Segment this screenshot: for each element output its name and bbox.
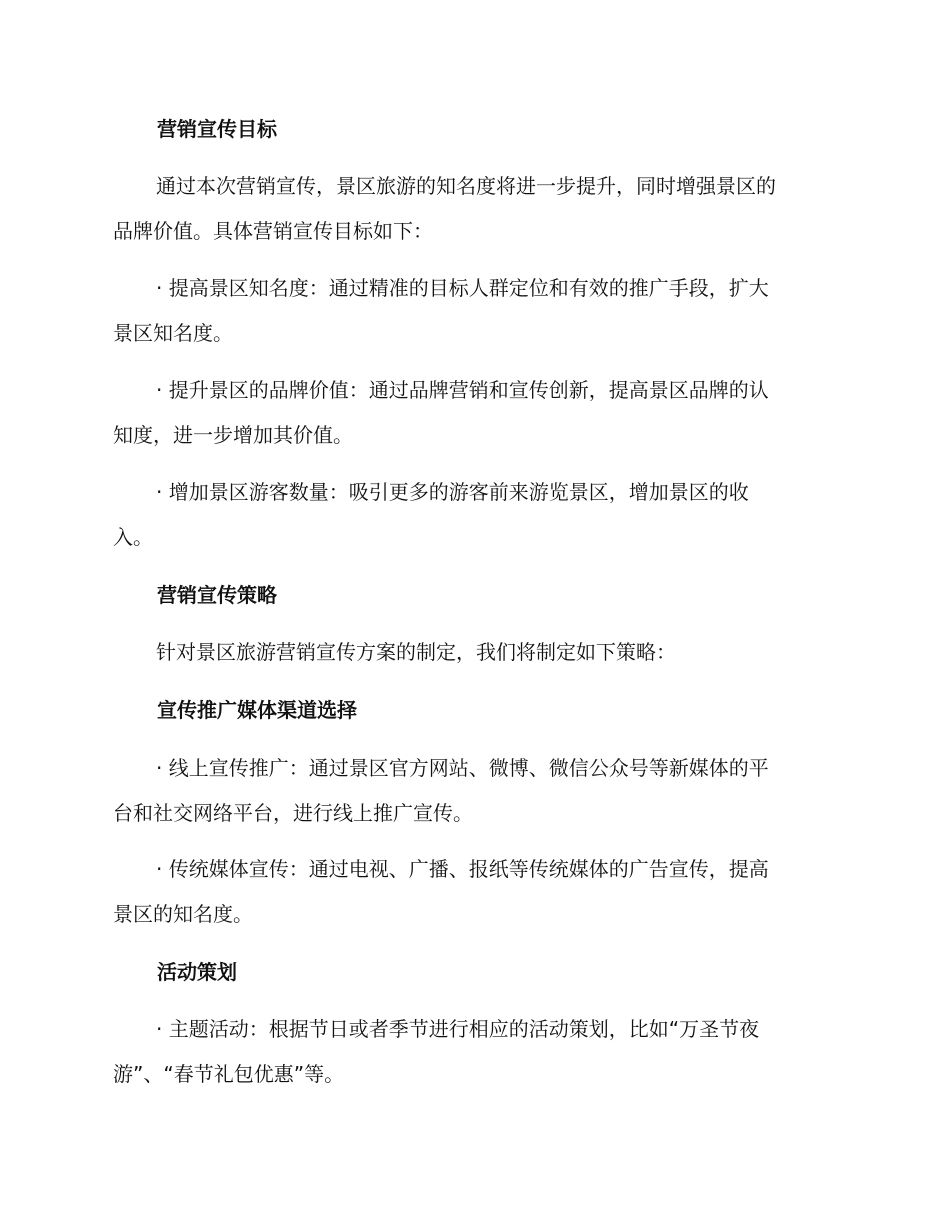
paragraph-goals-intro xyxy=(113,164,833,254)
text-line: 通过本次营销宣传，景区旅游的知名度将进一步提升，同时增强景区的 xyxy=(156,174,776,198)
text-line: · 线上宣传推广：通过景区官方网站、微博、微信公众号等新媒体的平 xyxy=(156,756,769,780)
text-line: 景区知名度。 xyxy=(113,321,233,345)
text-line: · 提升景区的品牌价值：通过品牌营销和宣传创新，提高景区品牌的认 xyxy=(156,378,769,402)
text-line: · 增加景区游客数量：吸引更多的游客前来游览景区，增加景区的收 xyxy=(156,480,749,504)
heading-marketing-goals: 营销宣传目标 xyxy=(157,117,277,141)
text-line: 知度，进一步增加其价值。 xyxy=(113,423,353,447)
text-line: 游”、“春节礼包优惠”等。 xyxy=(113,1062,345,1086)
text-line: 台和社交网络平台，进行线上推广宣传。 xyxy=(113,801,473,825)
text-line: 品牌价值。具体营销宣传目标如下： xyxy=(113,219,433,243)
list-item-channel-traditional xyxy=(113,847,833,937)
text-line: · 传统媒体宣传：通过电视、广播、报纸等传统媒体的广告宣传，提高 xyxy=(156,857,769,881)
list-item-goal-brand-value xyxy=(113,368,833,458)
list-item-goal-awareness xyxy=(113,266,833,356)
heading-event-planning: 活动策划 xyxy=(157,960,237,984)
list-item-event-theme xyxy=(113,1007,833,1097)
text-line: 景区的知名度。 xyxy=(113,902,253,926)
text-line: · 提高景区知名度：通过精准的目标人群定位和有效的推广手段，扩大 xyxy=(156,276,769,300)
list-item-channel-online xyxy=(113,746,833,836)
text-line: 入。 xyxy=(113,525,153,549)
heading-media-channels: 宣传推广媒体渠道选择 xyxy=(157,698,357,722)
text-line: 针对景区旅游营销宣传方案的制定，我们将制定如下策略： xyxy=(156,640,676,664)
paragraph-strategy-intro xyxy=(113,630,833,675)
list-item-goal-visitors xyxy=(113,470,833,560)
text-line: · 主题活动：根据节日或者季节进行相应的活动策划，比如“万圣节夜 xyxy=(156,1017,760,1041)
heading-marketing-strategy: 营销宣传策略 xyxy=(157,583,277,607)
